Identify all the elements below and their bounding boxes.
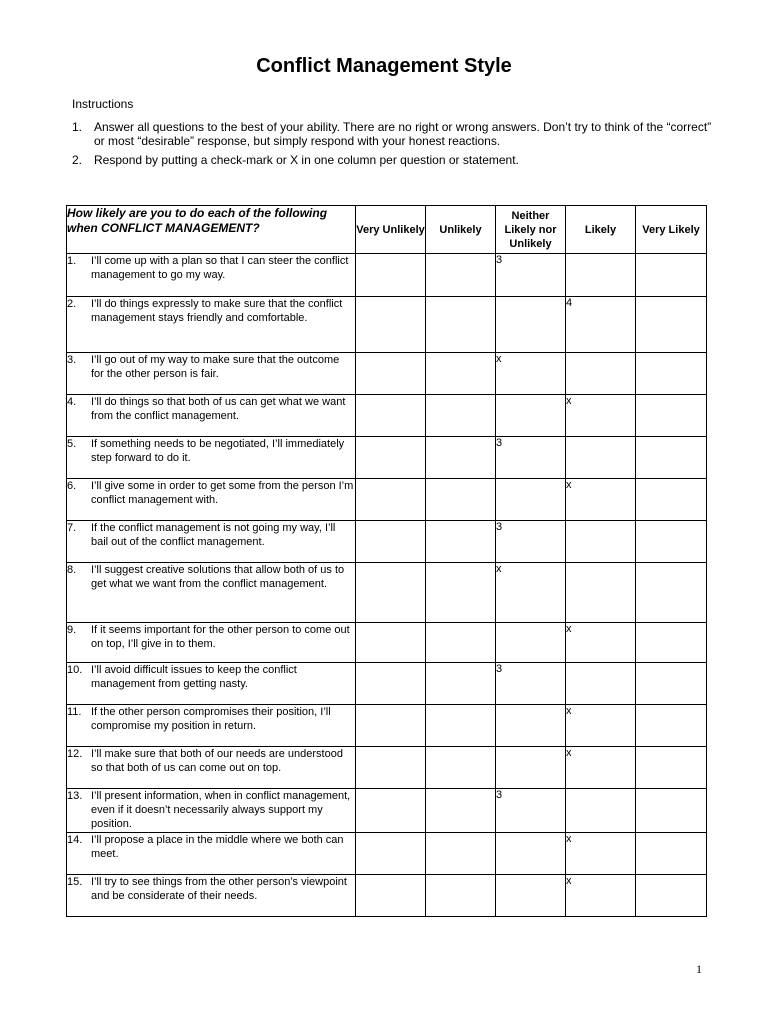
- table-row: [67, 521, 707, 563]
- question-number: 12.: [67, 748, 83, 760]
- answer-cell-unlikely[interactable]: [426, 563, 496, 623]
- question-cell: [67, 521, 356, 563]
- answer-cell-unlikely[interactable]: [426, 353, 496, 395]
- question-item: [67, 875, 355, 903]
- table-row: [67, 789, 707, 833]
- instructions-list: [72, 120, 712, 172]
- answer-cell-very-unlikely[interactable]: [356, 623, 426, 663]
- question-cell: [67, 437, 356, 479]
- answer-cell-unlikely[interactable]: [426, 705, 496, 747]
- question-cell: [67, 747, 356, 789]
- answer-cell-likely[interactable]: [566, 254, 636, 297]
- answer-cell-unlikely[interactable]: [426, 833, 496, 875]
- answer-cell-neither[interactable]: [496, 705, 566, 747]
- answer-cell-very-unlikely[interactable]: [356, 789, 426, 833]
- question-text: I’ll do things expressly to make sure that the conflict management stays friendly and comfortable.: [91, 298, 343, 324]
- answer-cell-neither[interactable]: 3: [496, 521, 566, 563]
- answer-cell-neither[interactable]: [496, 623, 566, 663]
- question-item: [67, 833, 355, 861]
- answer-cell-neither[interactable]: [496, 297, 566, 353]
- answer-cell-very-unlikely[interactable]: [356, 297, 426, 353]
- instructions-heading: Instructions: [72, 97, 134, 111]
- answer-cell-very-unlikely[interactable]: [356, 833, 426, 875]
- question-cell: [67, 663, 356, 705]
- answer-cell-very-likely[interactable]: [636, 875, 707, 917]
- answer-cell-very-likely[interactable]: [636, 521, 707, 563]
- table-row: [67, 437, 707, 479]
- answer-cell-likely[interactable]: x: [566, 479, 636, 521]
- question-text: If the other person compromises their position, I’ll compromise my position in return.: [91, 706, 331, 732]
- answer-cell-likely[interactable]: [566, 663, 636, 705]
- answer-cell-very-likely[interactable]: [636, 353, 707, 395]
- instruction-item: [72, 153, 712, 167]
- question-number: 6.: [67, 480, 77, 492]
- question-text: I’ll propose a place in the middle where we both can meet.: [91, 834, 344, 860]
- question-number: 7.: [67, 522, 77, 534]
- question-cell: [67, 254, 356, 297]
- answer-cell-very-unlikely[interactable]: [356, 521, 426, 563]
- question-cell: [67, 563, 356, 623]
- answer-cell-very-unlikely[interactable]: [356, 705, 426, 747]
- answer-cell-very-likely[interactable]: [636, 297, 707, 353]
- answer-cell-neither[interactable]: [496, 875, 566, 917]
- answer-cell-very-likely[interactable]: [636, 747, 707, 789]
- answer-cell-neither[interactable]: [496, 395, 566, 437]
- question-item: [67, 395, 355, 423]
- question-text: I’ll go out of my way to make sure that the outcome for the other person is fair.: [91, 354, 340, 380]
- answer-cell-likely[interactable]: [566, 353, 636, 395]
- question-text: I’ll try to see things from the other person’s viewpoint and be considerate of their needs.: [91, 876, 347, 902]
- column-header-unlikely: Unlikely: [426, 206, 496, 254]
- answer-cell-unlikely[interactable]: [426, 437, 496, 479]
- answer-cell-likely[interactable]: x: [566, 875, 636, 917]
- answer-cell-likely[interactable]: x: [566, 395, 636, 437]
- answer-cell-very-unlikely[interactable]: [356, 479, 426, 521]
- answer-cell-likely[interactable]: [566, 789, 636, 833]
- question-number: 10.: [67, 664, 83, 676]
- answer-cell-very-likely[interactable]: [636, 254, 707, 297]
- question-cell: [67, 297, 356, 353]
- question-number: 4.: [67, 396, 77, 408]
- answer-cell-unlikely[interactable]: [426, 254, 496, 297]
- question-cell: [67, 353, 356, 395]
- answer-cell-neither[interactable]: x: [496, 353, 566, 395]
- question-cell: [67, 479, 356, 521]
- answer-cell-unlikely[interactable]: [426, 663, 496, 705]
- question-number: 2.: [67, 298, 77, 310]
- question-item: [67, 297, 355, 325]
- answer-cell-very-likely[interactable]: [636, 437, 707, 479]
- answer-cell-likely[interactable]: 4: [566, 297, 636, 353]
- question-item: [67, 353, 355, 381]
- answer-cell-unlikely[interactable]: [426, 875, 496, 917]
- question-item: [67, 747, 355, 775]
- column-header-neither: Neither Likely nor Unlikely: [496, 206, 566, 254]
- table-row: [67, 875, 707, 917]
- question-item: [67, 789, 355, 831]
- answer-cell-unlikely[interactable]: [426, 395, 496, 437]
- question-item: [67, 563, 355, 591]
- question-text: If something needs to be negotiated, I’ll immediately step forward to do it.: [91, 438, 345, 464]
- question-number: 9.: [67, 624, 77, 636]
- answer-cell-neither[interactable]: [496, 479, 566, 521]
- table-row: [67, 395, 707, 437]
- answer-cell-very-likely[interactable]: [636, 623, 707, 663]
- answer-cell-likely[interactable]: x: [566, 705, 636, 747]
- answer-cell-very-likely[interactable]: [636, 479, 707, 521]
- table-row: [67, 297, 707, 353]
- question-text: If the conflict management is not going my way, I’ll bail out of the conflict management.: [91, 522, 336, 548]
- question-cell: [67, 395, 356, 437]
- question-text: I’ll do things so that both of us can get what we want from the conflict management.: [91, 396, 346, 422]
- table-row: [67, 833, 707, 875]
- question-item: [67, 437, 355, 465]
- column-header-likely: Likely: [566, 206, 636, 254]
- answer-cell-very-likely[interactable]: [636, 395, 707, 437]
- question-cell: [67, 833, 356, 875]
- answer-cell-unlikely[interactable]: [426, 297, 496, 353]
- answer-cell-very-unlikely[interactable]: [356, 563, 426, 623]
- answer-cell-very-likely[interactable]: [636, 833, 707, 875]
- table-row: [67, 479, 707, 521]
- answer-cell-very-unlikely[interactable]: [356, 663, 426, 705]
- answer-cell-neither[interactable]: 3: [496, 437, 566, 479]
- question-item: [67, 521, 355, 549]
- question-number: 1.: [67, 255, 77, 267]
- answer-cell-very-unlikely[interactable]: [356, 395, 426, 437]
- instruction-number: 1.: [72, 120, 83, 134]
- page-title: Conflict Management Style: [256, 55, 512, 77]
- answer-cell-very-likely[interactable]: [636, 563, 707, 623]
- answer-cell-likely[interactable]: x: [566, 623, 636, 663]
- page-number: 1: [696, 962, 702, 976]
- table-row: [67, 747, 707, 789]
- answer-cell-unlikely[interactable]: [426, 479, 496, 521]
- column-header-very-likely: Very Likely: [636, 206, 707, 254]
- question-text: I’ll present information, when in conflict management, even if it doesn’t necessarily always support my position.: [91, 790, 351, 830]
- answer-cell-unlikely[interactable]: [426, 623, 496, 663]
- answer-cell-very-likely[interactable]: [636, 663, 707, 705]
- table-row: [67, 705, 707, 747]
- answer-cell-very-likely[interactable]: [636, 789, 707, 833]
- table-row: [67, 254, 707, 297]
- answer-cell-neither[interactable]: x: [496, 563, 566, 623]
- answer-cell-very-unlikely[interactable]: [356, 875, 426, 917]
- answer-cell-very-unlikely[interactable]: [356, 353, 426, 395]
- question-cell: [67, 705, 356, 747]
- answer-cell-likely[interactable]: [566, 563, 636, 623]
- answer-cell-likely[interactable]: x: [566, 747, 636, 789]
- question-cell: [67, 623, 356, 663]
- answer-cell-likely[interactable]: x: [566, 833, 636, 875]
- questionnaire-table: [66, 205, 707, 917]
- question-item: [67, 479, 355, 507]
- answer-cell-very-likely[interactable]: [636, 705, 707, 747]
- answer-cell-unlikely[interactable]: [426, 747, 496, 789]
- instruction-text: Answer all questions to the best of your ability. There are no right or wrong answers. Don’t try to think of the “correct” or most “desirable” response, but simply respond with your honest reactions.: [94, 120, 712, 148]
- question-text: I’ll make sure that both of our needs are understood so that both of us can come out on top.: [91, 748, 343, 774]
- question-item: [67, 663, 355, 691]
- question-number: 11.: [67, 706, 82, 718]
- question-number: 14.: [67, 834, 83, 846]
- question-text: I’ll suggest creative solutions that allow both of us to get what we want from the conflict management.: [91, 564, 345, 590]
- table-header-row: [67, 206, 707, 254]
- answer-cell-neither[interactable]: [496, 747, 566, 789]
- table-row: [67, 623, 707, 663]
- answer-cell-very-unlikely[interactable]: [356, 437, 426, 479]
- answer-cell-neither[interactable]: [496, 833, 566, 875]
- question-number: 5.: [67, 438, 77, 450]
- question-column-header: How likely are you to do each of the following when CONFLICT MANAGEMENT?: [67, 206, 356, 254]
- answer-cell-very-unlikely[interactable]: [356, 254, 426, 297]
- instruction-text: Respond by putting a check-mark or X in one column per question or statement.: [94, 153, 519, 167]
- question-item: [67, 623, 355, 651]
- table-row: [67, 663, 707, 705]
- answer-cell-neither[interactable]: 3: [496, 789, 566, 833]
- answer-cell-neither[interactable]: 3: [496, 254, 566, 297]
- answer-cell-likely[interactable]: [566, 437, 636, 479]
- question-text: If it seems important for the other person to come out on top, I’ll give in to them.: [91, 624, 350, 650]
- question-text: I’ll come up with a plan so that I can steer the conflict management to go my way.: [91, 255, 349, 281]
- answer-cell-neither[interactable]: 3: [496, 663, 566, 705]
- table-row: [67, 563, 707, 623]
- question-number: 15.: [67, 876, 83, 888]
- instruction-number: 2.: [72, 153, 83, 167]
- question-text: I’ll give some in order to get some from the person I’m conflict management with.: [91, 480, 354, 506]
- column-header-very-unlikely: Very Unlikely: [356, 206, 426, 254]
- answer-cell-unlikely[interactable]: [426, 789, 496, 833]
- question-cell: [67, 789, 356, 833]
- answer-cell-very-unlikely[interactable]: [356, 747, 426, 789]
- question-item: [67, 705, 355, 733]
- question-cell: [67, 875, 356, 917]
- table-row: [67, 353, 707, 395]
- question-text: I’ll avoid difficult issues to keep the conflict management from getting nasty.: [91, 664, 297, 690]
- question-number: 13.: [67, 790, 83, 802]
- instruction-item: [72, 120, 712, 148]
- question-number: 3.: [67, 354, 77, 366]
- answer-cell-likely[interactable]: [566, 521, 636, 563]
- question-number: 8.: [67, 564, 77, 576]
- answer-cell-unlikely[interactable]: [426, 521, 496, 563]
- question-item: [67, 254, 355, 282]
